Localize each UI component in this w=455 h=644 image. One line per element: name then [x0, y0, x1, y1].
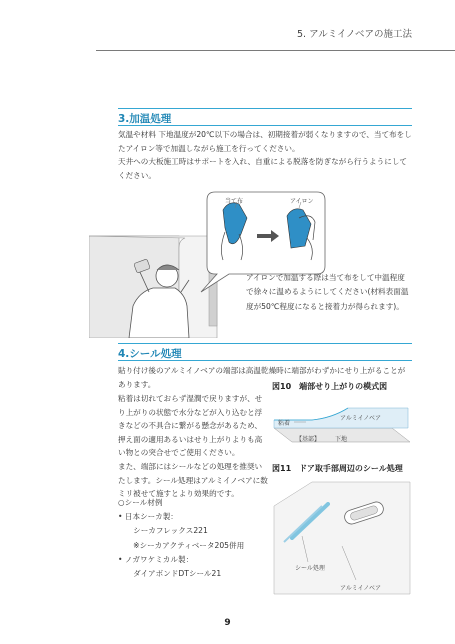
- section3-body: [118, 128, 412, 182]
- materials-item: • 日本シーカ製：: [118, 512, 178, 522]
- materials-item: シーカフレックス221: [118, 526, 208, 536]
- section4-body: [118, 392, 268, 501]
- materials-heading: ○シール材例: [118, 498, 163, 507]
- fig10-material-label: アルミイノベア: [340, 415, 381, 422]
- materials-item: • ノガワケミカル製：: [118, 554, 194, 564]
- section3-para2: 天井への大板施工時はサポートを入れ、自重による脱落を防ぎながら行うようにしてください。: [118, 157, 408, 180]
- materials-item: ※シーカアクティベータ205併用: [118, 540, 245, 550]
- ironing-note: [246, 271, 412, 314]
- section4-heading: 4.シール処理: [118, 348, 182, 360]
- section3-rule-top: [118, 108, 412, 109]
- section4-intro: 貼り付け後のアルミイノベアの端部は高温乾燥時に端部がわずかにせり上がることがあります。: [118, 366, 406, 389]
- fig10-substrate-label: 下地: [335, 436, 348, 443]
- ironing-note-text: アイロンで加温する際は当て布をして中温程度で徐々に温めるようにしてください(材料表面温度が50℃程度になると接着力が得られます)。: [246, 273, 409, 311]
- materials-item: ダイアボンドDTシール21: [118, 569, 222, 579]
- section4-rule-bottom: [118, 360, 412, 361]
- header-rule: [96, 50, 455, 51]
- fig10-title: 図10 端部せり上がりの模式図: [272, 382, 388, 391]
- section3-para1: 気温や材料 下地温度が20℃以下の場合は、初期接着が弱くなりますので、当て布をしたアイロン等で加温しながら施工を行ってください。: [118, 130, 412, 153]
- label-cloth: 当て布: [225, 198, 244, 205]
- ironing-illustration: [89, 188, 414, 338]
- section4-body2: また、端部にはシールなどの処理を推奨いたします。シール処理はアルミイノベアに数ミリ被せて施すとより効果的です。: [118, 461, 268, 499]
- section3-heading: 3.加温処理: [118, 113, 172, 125]
- fig11-title: 図11 ドア取手部周辺のシール処理: [272, 464, 403, 473]
- fig10-adhesive-label: 粘着: [278, 420, 291, 427]
- section3-rule-bottom: [118, 125, 412, 126]
- seal-materials: [118, 496, 244, 581]
- fig11-seal-label: シール処理: [295, 565, 325, 572]
- page-number: 9: [224, 618, 231, 628]
- fig11-material-label: アルミイノベア: [340, 585, 381, 592]
- label-iron: アイロン: [290, 198, 314, 205]
- section4-rule-top: [118, 343, 412, 344]
- section4-body1: 粘着は切れておらず湿潤で戻りますが、せり上がりの状態で水分などが入り込むと浮きなどの不具合に繋がる懸念があるため、押え面の適用あるいはせり上がりよりも高い物との突合せでご使用ください。: [118, 394, 263, 458]
- fig11-diagram: [272, 476, 412, 598]
- fig10-substrate-tag: 【基部】: [296, 436, 321, 443]
- running-header: 5. アルミイノベアの施工法: [297, 29, 412, 40]
